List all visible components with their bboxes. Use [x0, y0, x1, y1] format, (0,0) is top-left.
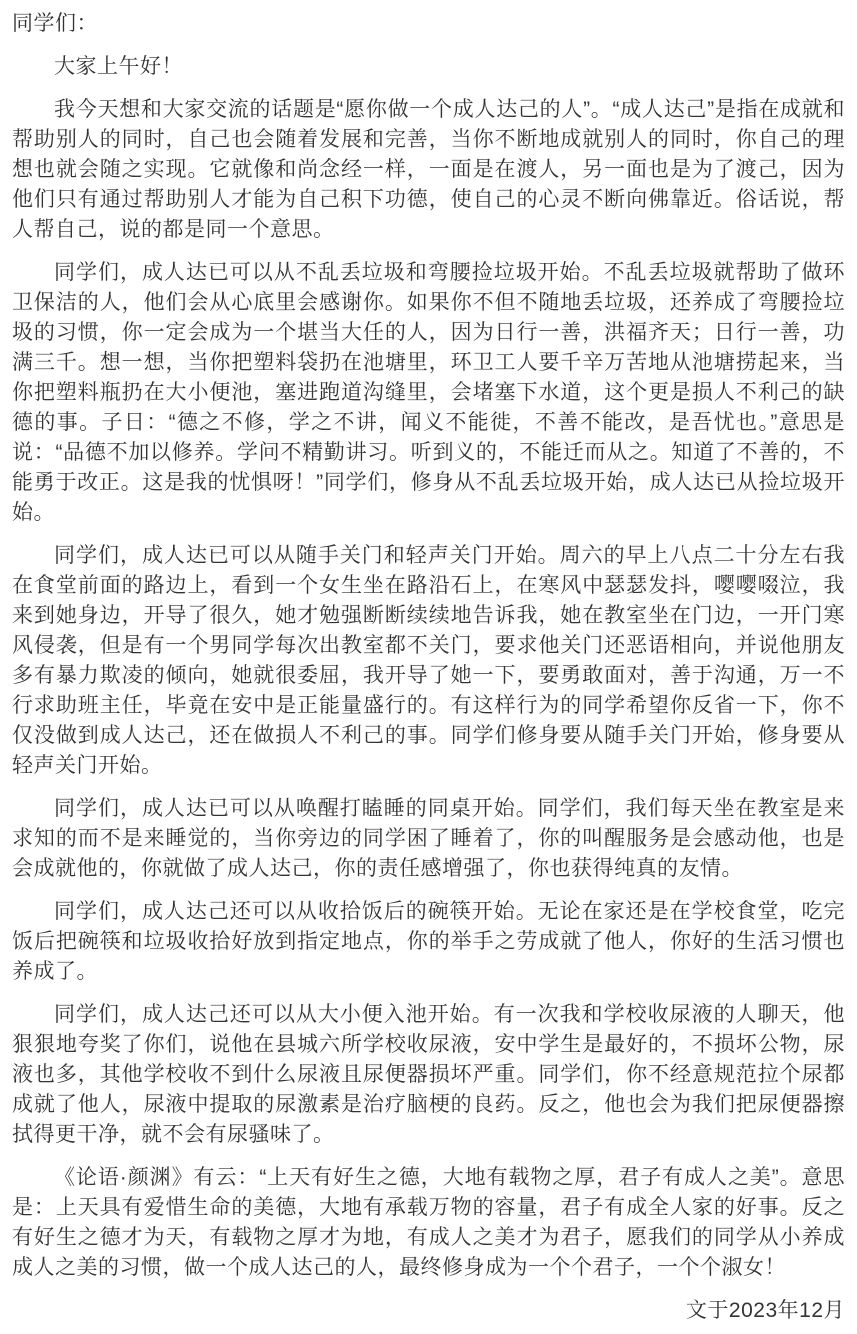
paragraph-analects-conclusion: 《论语·颜渊》有云：“上天有好生之德，大地有载物之厚，君子有成人之美”。意思是：上天具有爱惜生命的美德，大地有承载万物的容量，君子有成全人家的好事。反之有好生之德才为天，有载物之厚才为地，有成人之美才为君子，愿我们的同学从小养成成人之美的习惯，做一个成人达己的人，最终修身成为一个个君子，一个个淑女！: [12, 1166, 845, 1279]
paragraph-tidying-dishes: 同学们，成人达己还可以从收拾饭后的碗筷开始。无论在家还是在学校食堂，吃完饭后把碗筷和垃圾收拾好放到指定地点，你的举手之劳成就了他人，你好的生活习惯也养成了。: [12, 900, 845, 983]
paragraph-topic-intro: 我今天想和大家交流的话题是“愿你做一个成人达己的人”。“成人达己”是指在成就和帮助别人的同时，自己也会随着发展和完善，当你不断地成就别人的同时，你自己的理想也就会随之实现。它就像和尚念经一样，一面是在渡人，另一面也是为了渡己，因为他们只有通过帮助别人才能为自己积下功德，使自己的心灵不断向佛靠近。俗话说，帮人帮自己，说的都是同一个意思。: [12, 98, 845, 241]
paragraph-litter-picking: 同学们，成人达已可以从不乱丢垃圾和弯腰捡垃圾开始。不乱丢垃圾就帮助了做环卫保洁的人，他们会从心底里会感谢你。如果你不但不随地丢垃圾，还养成了弯腰捡垃圾的习惯，你一定会成为一个堪当大任的人，因为日行一善，洪福齐天；日行一善，功满三千。想一想，当你把塑料袋扔在池塘里，环卫工人要千辛万苦地从池塘捞起来，当你把塑料瓶扔在大小便池，塞进跑道沟缝里，会堵塞下水道，这个更是损人不利己的缺德的事。子日：“德之不修，学之不讲，闻义不能徙，不善不能改，是吾忧也。”意思是说：“品德不加以修养。学问不精勤讲习。听到义的，不能迁而从之。知道了不善的，不能勇于改正。这是我的忧惧呀！”同学们，修身从不乱丢垃圾开始，成人达已从捡垃圾开始。: [12, 261, 845, 524]
signature-date-line: 文于2023年12月: [685, 1299, 845, 1322]
paragraph-waking-deskmate: 同学们，成人达已可以从唤醒打瞌睡的同桌开始。同学们，我们每天坐在教室是来求知的而不是来睡觉的，当你旁边的同学困了睡着了，你的叫醒服务是会感动他，也是会成就他的，你就做了成人达己，你的责任感增强了，你也获得纯真的友情。: [12, 797, 845, 880]
greeting-line: 大家上午好！: [54, 55, 183, 78]
paragraph-restroom-habits: 同学们，成人达己还可以从大小便入池开始。有一次我和学校收尿液的人聊天，他狠狠地夸奖了你们，说他在县城六所学校收尿液，安中学生是最好的，不损坏公物，尿液也多，其他学校收不到什么尿液且尿便器损坏严重。同学们，你不经意规范拉个尿都成就了他人，尿液中提取的尿激素是治疗脑梗的良药。反之，他也会为我们把尿便器擦拭得更干净，就不会有尿骚味了。: [12, 1003, 845, 1146]
paragraph-closing-doors: 同学们，成人达已可以从随手关门和轻声关门开始。周六的早上八点二十分左右我在食堂前面的路边上，看到一个女生坐在路沿石上，在寒风中瑟瑟发抖，嘤嘤啜泣，我来到她身边，开导了很久，她才勉强断断续续地告诉我，她在教室坐在门边，一开门寒风侵袭，但是有一个男同学每次出教室都不关门，要求他关门还恶语相向，并说他朋友多有暴力欺凌的倾向，她就很委屈，我开导了她一下，要勇敢面对，善于沟通，万一不行求助班主任，毕竟在安中是正能量盛行的。有这样行为的同学希望你反省一下，你不仅没做到成人达己，还在做损人不利己的事。同学们修身要从随手关门开始，修身要从轻声关门开始。: [12, 544, 845, 777]
salutation-line: 同学们：: [12, 12, 98, 35]
